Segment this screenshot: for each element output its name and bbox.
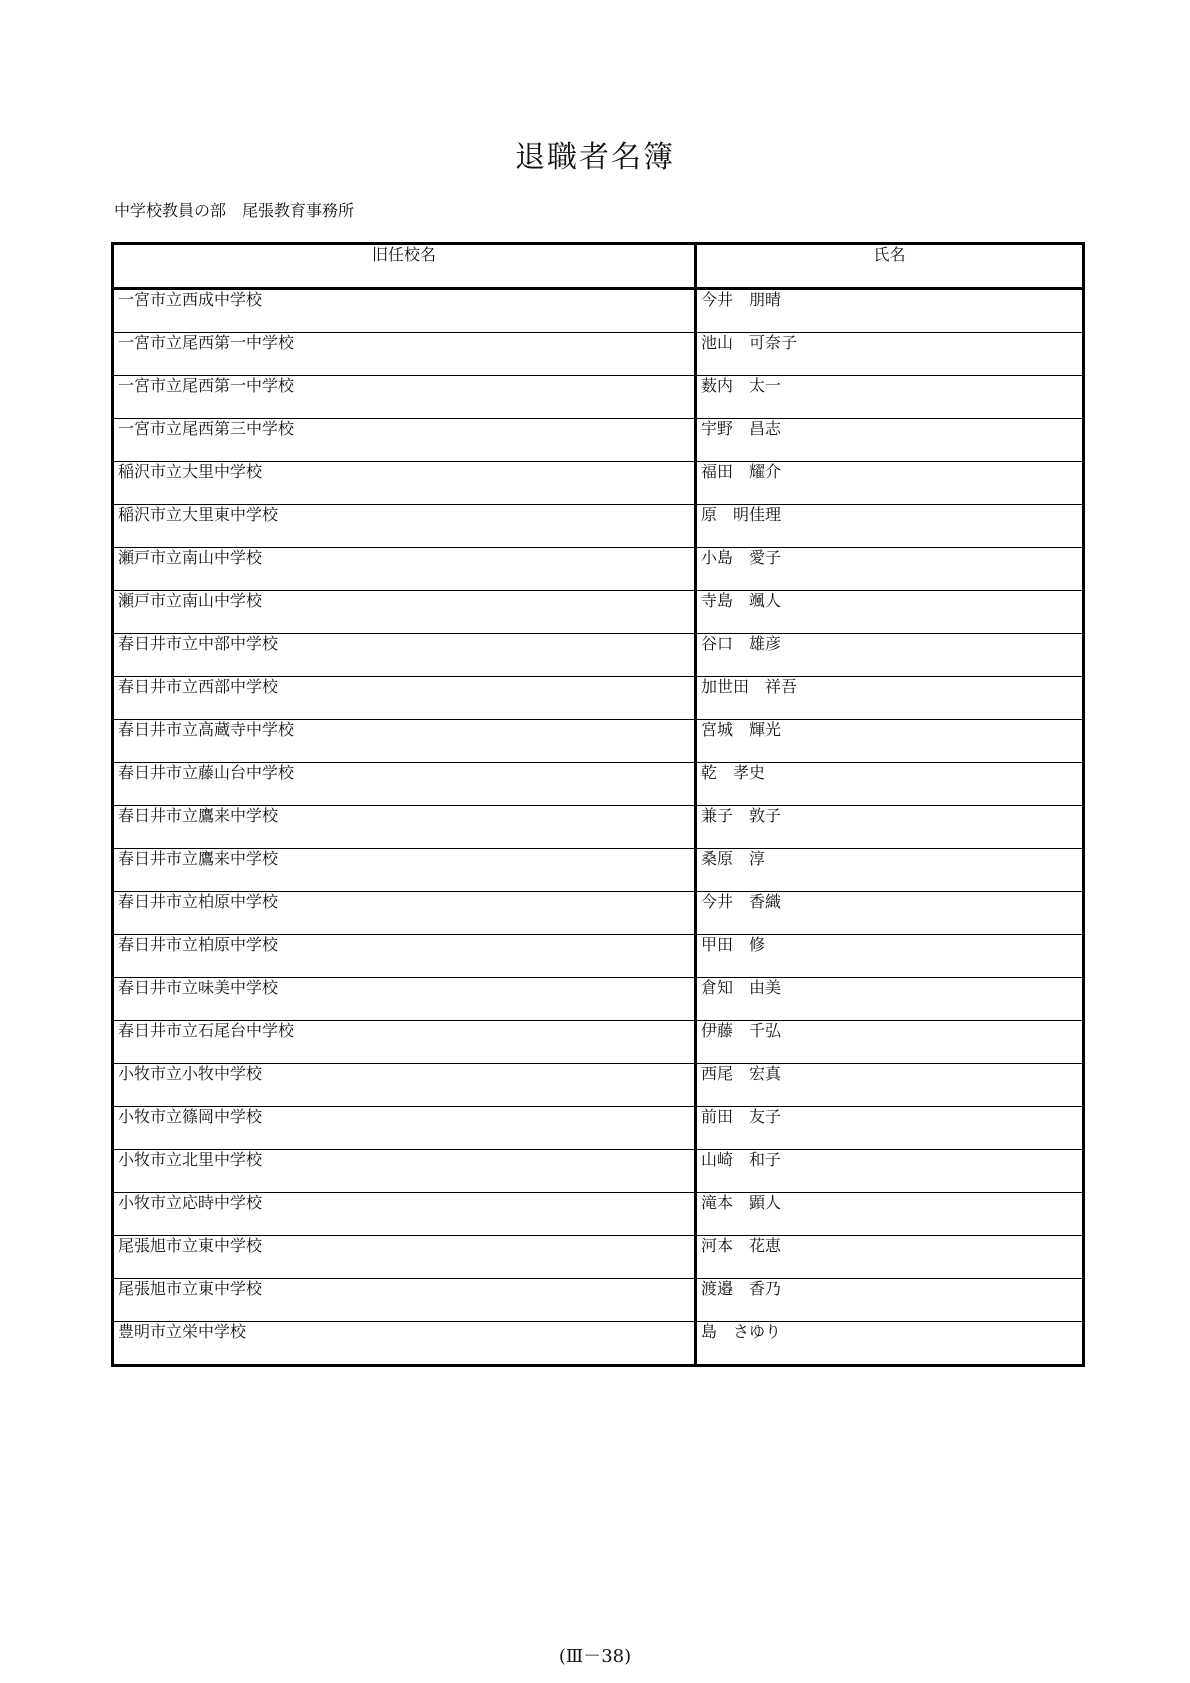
school-name-cell: 一宮市立尾西第一中学校 <box>113 333 696 376</box>
person-name-cell: 福田 耀介 <box>696 462 1084 505</box>
school-name-cell: 春日井市立柏原中学校 <box>113 892 696 935</box>
person-name-cell: 今井 朋晴 <box>696 289 1084 333</box>
person-name-cell: 西尾 宏真 <box>696 1064 1084 1107</box>
table-header <box>113 244 1084 289</box>
school-name-cell: 一宮市立尾西第三中学校 <box>113 419 696 462</box>
school-name-cell: 一宮市立尾西第一中学校 <box>113 376 696 419</box>
person-name-cell: 渡邉 香乃 <box>696 1279 1084 1322</box>
school-name-cell: 稲沢市立大里中学校 <box>113 462 696 505</box>
table-row <box>113 849 1084 892</box>
table-row <box>113 548 1084 591</box>
table-row <box>113 677 1084 720</box>
school-name-cell: 春日井市立中部中学校 <box>113 634 696 677</box>
page-number: (Ⅲ－38) <box>558 1646 632 1667</box>
table-row <box>113 1236 1084 1279</box>
school-name-cell: 春日井市立柏原中学校 <box>113 935 696 978</box>
person-name-cell: 谷口 雄彦 <box>696 634 1084 677</box>
person-name-cell: 前田 友子 <box>696 1107 1084 1150</box>
person-name-cell: 加世田 祥吾 <box>696 677 1084 720</box>
person-name-cell: 伊藤 千弘 <box>696 1021 1084 1064</box>
table-row <box>113 892 1084 935</box>
retiree-roster-table <box>111 242 1085 1367</box>
table-row <box>113 1107 1084 1150</box>
person-name-cell: 倉知 由美 <box>696 978 1084 1021</box>
school-name-cell: 春日井市立味美中学校 <box>113 978 696 1021</box>
table-row <box>113 505 1084 548</box>
table-row <box>113 333 1084 376</box>
school-name-cell: 一宮市立西成中学校 <box>113 289 696 333</box>
person-name-cell: 乾 孝史 <box>696 763 1084 806</box>
table-row <box>113 289 1084 333</box>
school-name-cell: 瀬戸市立南山中学校 <box>113 591 696 634</box>
person-name-cell: 小島 愛子 <box>696 548 1084 591</box>
table-row <box>113 591 1084 634</box>
table-row <box>113 1322 1084 1366</box>
table-row <box>113 978 1084 1021</box>
table-row <box>113 720 1084 763</box>
school-name-cell: 尾張旭市立東中学校 <box>113 1279 696 1322</box>
school-name-cell: 春日井市立藤山台中学校 <box>113 763 696 806</box>
person-name-cell: 薮内 太一 <box>696 376 1084 419</box>
person-name-cell: 兼子 敦子 <box>696 806 1084 849</box>
school-name-cell: 春日井市立西部中学校 <box>113 677 696 720</box>
person-name-cell: 桑原 淳 <box>696 849 1084 892</box>
table-row <box>113 634 1084 677</box>
person-name-cell: 宇野 昌志 <box>696 419 1084 462</box>
school-name-cell: 瀬戸市立南山中学校 <box>113 548 696 591</box>
column-header-name: 氏名 <box>696 244 1084 289</box>
person-name-cell: 山崎 和子 <box>696 1150 1084 1193</box>
school-name-cell: 小牧市立篠岡中学校 <box>113 1107 696 1150</box>
table-row <box>113 1150 1084 1193</box>
table-row <box>113 935 1084 978</box>
person-name-cell: 河本 花恵 <box>696 1236 1084 1279</box>
school-name-cell: 春日井市立鷹来中学校 <box>113 806 696 849</box>
table-row <box>113 1021 1084 1064</box>
school-name-cell: 小牧市立応時中学校 <box>113 1193 696 1236</box>
person-name-cell: 甲田 修 <box>696 935 1084 978</box>
person-name-cell: 島 さゆり <box>696 1322 1084 1366</box>
person-name-cell: 原 明佳理 <box>696 505 1084 548</box>
school-name-cell: 稲沢市立大里東中学校 <box>113 505 696 548</box>
table-row <box>113 419 1084 462</box>
document-title: 退職者名簿 <box>515 140 675 175</box>
person-name-cell: 寺島 颯人 <box>696 591 1084 634</box>
school-name-cell: 春日井市立高蔵寺中学校 <box>113 720 696 763</box>
header-row <box>113 244 1084 289</box>
table-row <box>113 806 1084 849</box>
table-row <box>113 1279 1084 1322</box>
school-name-cell: 春日井市立鷹来中学校 <box>113 849 696 892</box>
school-name-cell: 小牧市立小牧中学校 <box>113 1064 696 1107</box>
school-name-cell: 小牧市立北里中学校 <box>113 1150 696 1193</box>
table-row <box>113 1064 1084 1107</box>
school-name-cell: 尾張旭市立東中学校 <box>113 1236 696 1279</box>
person-name-cell: 今井 香織 <box>696 892 1084 935</box>
table-row <box>113 462 1084 505</box>
table-row <box>113 763 1084 806</box>
person-name-cell: 池山 可奈子 <box>696 333 1084 376</box>
person-name-cell: 宮城 輝光 <box>696 720 1084 763</box>
column-header-school: 旧任校名 <box>113 244 696 289</box>
school-name-cell: 春日井市立石尾台中学校 <box>113 1021 696 1064</box>
table-body <box>113 289 1084 1366</box>
document-subtitle: 中学校教員の部 尾張教育事務所 <box>114 201 355 220</box>
school-name-cell: 豊明市立栄中学校 <box>113 1322 696 1366</box>
person-name-cell: 滝本 顕人 <box>696 1193 1084 1236</box>
table-row <box>113 376 1084 419</box>
table-row <box>113 1193 1084 1236</box>
